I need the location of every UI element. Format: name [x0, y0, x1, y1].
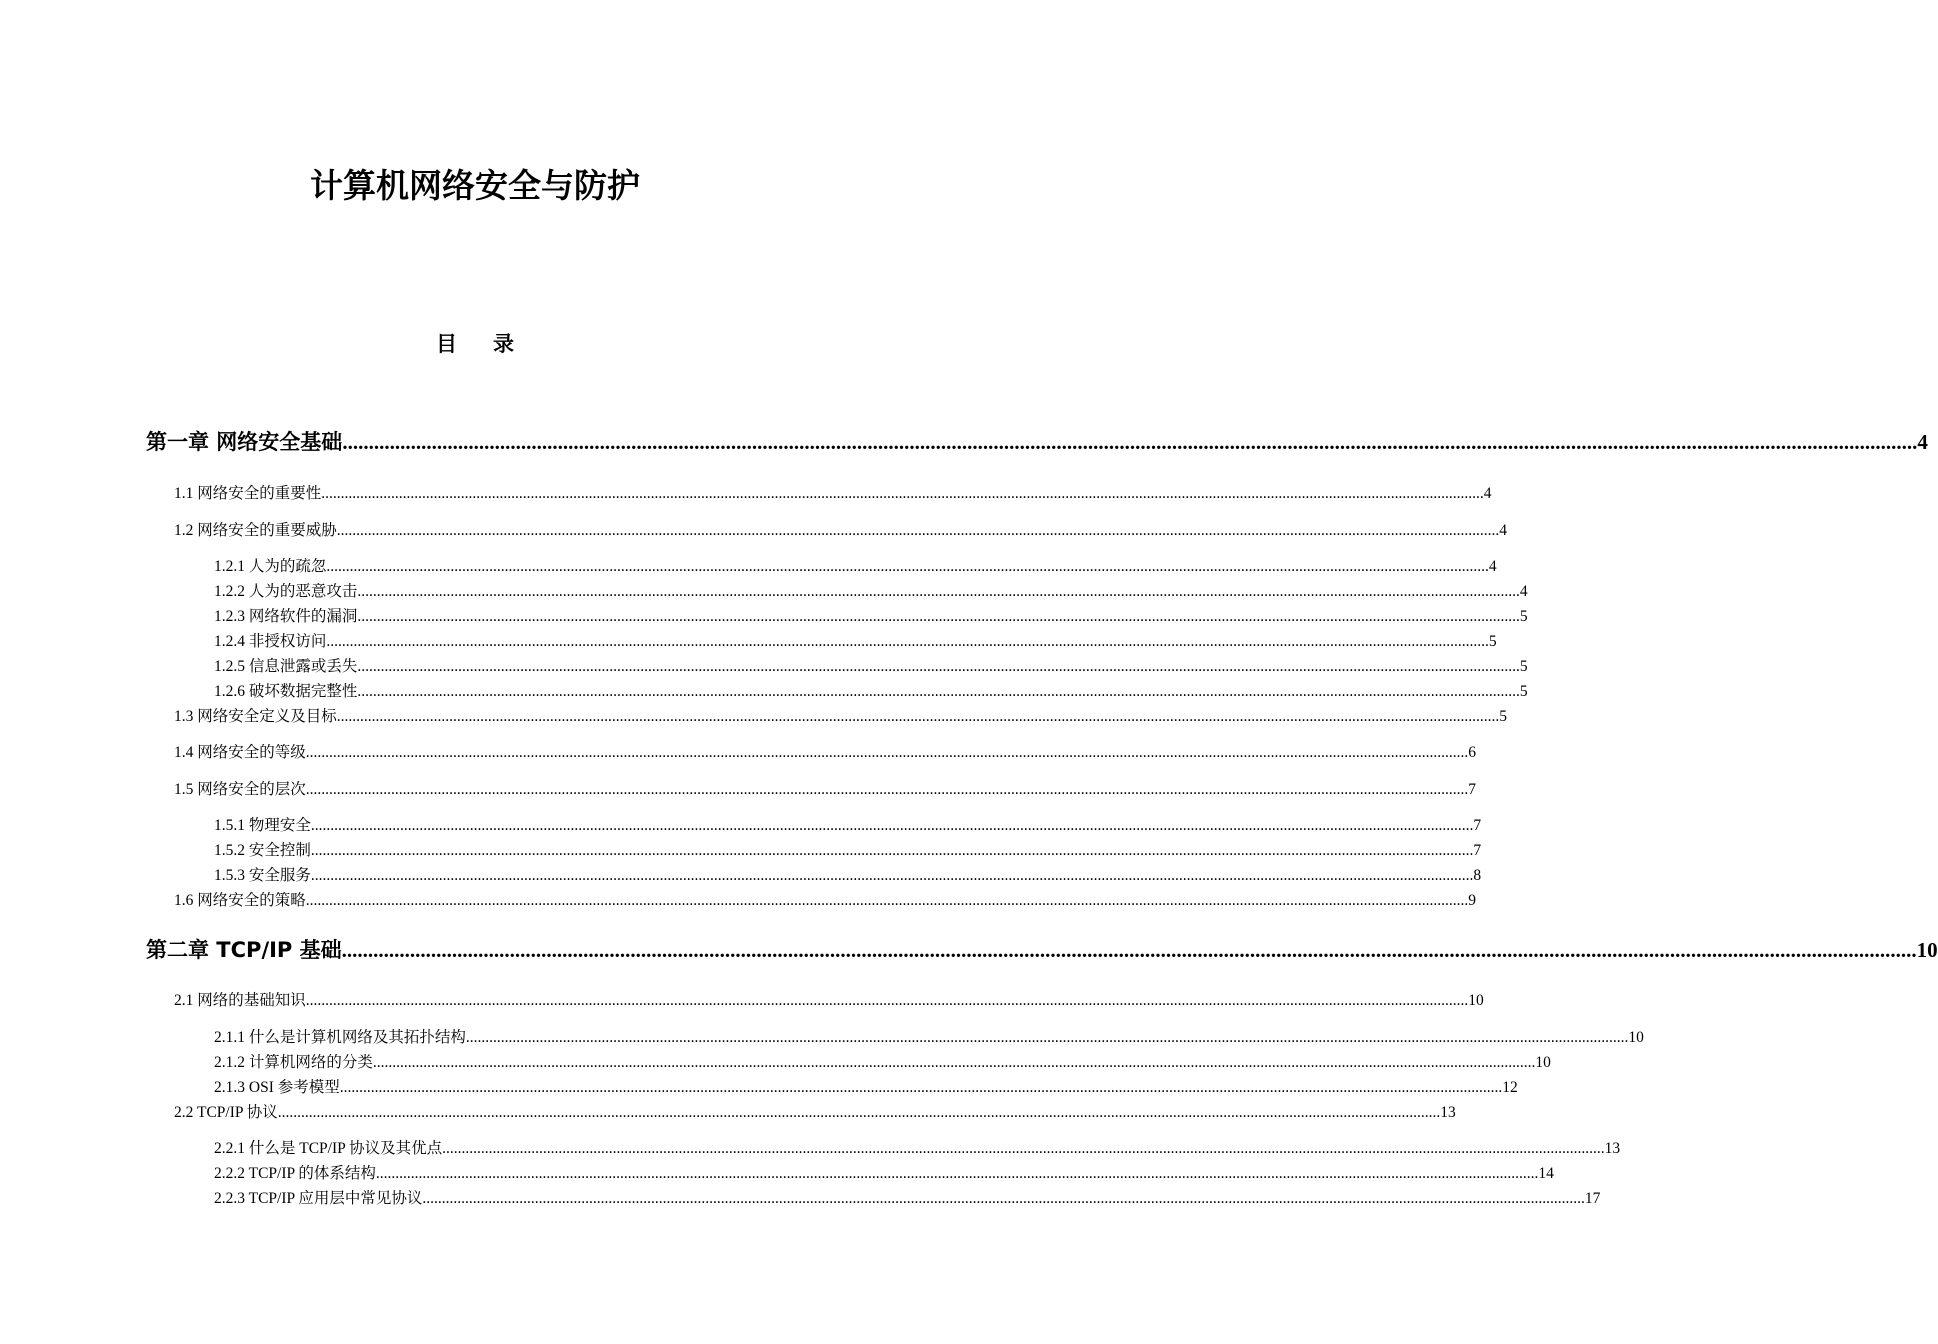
- toc-entry[interactable]: 1.2.1 人为的疏忽 ............................................................................................................................................................................................................................................................................................................ 4: [214, 558, 1497, 575]
- toc-entry[interactable]: 第一章 网络安全基础 ............................................................................................................................................................................................................................................................................................................ 4: [146, 430, 1928, 454]
- toc-entry[interactable]: 1.2.4 非授权访问 ............................................................................................................................................................................................................................................................................................................ 5: [214, 633, 1497, 650]
- toc-entry[interactable]: 2.2.2 TCP/IP 的体系结构 ............................................................................................................................................................................................................................................................................................................ 14: [214, 1165, 1554, 1182]
- toc-heading-left: 目: [436, 332, 457, 356]
- toc-entry[interactable]: 2.2 TCP/IP 协议 ............................................................................................................................................................................................................................................................................................................ 13: [174, 1104, 1456, 1121]
- toc-entry[interactable]: 2.1.3 OSI 参考模型 ............................................................................................................................................................................................................................................................................................................ 12: [214, 1079, 1518, 1096]
- toc-entry[interactable]: 2.2.1 什么是 TCP/IP 协议及其优点 ............................................................................................................................................................................................................................................................................................................ 13: [214, 1140, 1621, 1157]
- toc-entry[interactable]: 1.5.3 安全服务 ............................................................................................................................................................................................................................................................................................................ 8: [214, 867, 1482, 884]
- toc-entry[interactable]: 1.2.6 破坏数据完整性 ............................................................................................................................................................................................................................................................................................................ 5: [214, 683, 1528, 700]
- toc-entry[interactable]: 1.5.2 安全控制 ............................................................................................................................................................................................................................................................................................................ 7: [214, 842, 1482, 859]
- toc-entry[interactable]: 1.3 网络安全定义及目标 ............................................................................................................................................................................................................................................................................................................ 5: [174, 708, 1508, 725]
- toc-heading-right: 录: [493, 332, 514, 356]
- toc-entry[interactable]: 1.2.2 人为的恶意攻击 ............................................................................................................................................................................................................................................................................................................ 4: [214, 583, 1528, 600]
- toc-entry[interactable]: 2.2.3 TCP/IP 应用层中常见协议 ............................................................................................................................................................................................................................................................................................................ 17: [214, 1190, 1601, 1207]
- toc-entry[interactable]: 1.5.1 物理安全 ............................................................................................................................................................................................................................................................................................................ 7: [214, 817, 1482, 834]
- toc-entry[interactable]: 1.5 网络安全的层次 ............................................................................................................................................................................................................................................................................................................ 7: [174, 781, 1477, 798]
- toc-heading: [0, 330, 950, 358]
- document-title: 计算机网络安全与防护: [310, 166, 640, 205]
- toc-entry[interactable]: 1.2.5 信息泄露或丢失 ............................................................................................................................................................................................................................................................................................................ 5: [214, 658, 1528, 675]
- toc-entry[interactable]: 2.1.2 计算机网络的分类 ............................................................................................................................................................................................................................................................................................................ 10: [214, 1054, 1551, 1071]
- toc-entry[interactable]: 1.6 网络安全的策略 ............................................................................................................................................................................................................................................................................................................ 9: [174, 892, 1477, 909]
- toc-entry[interactable]: 1.1 网络安全的重要性 ............................................................................................................................................................................................................................................................................................................ 4: [174, 485, 1492, 502]
- toc-entry[interactable]: 1.2.3 网络软件的漏洞 ............................................................................................................................................................................................................................................................................................................ 5: [214, 608, 1528, 625]
- toc-entry[interactable]: 1.2 网络安全的重要威胁 ............................................................................................................................................................................................................................................................................................................ 4: [174, 522, 1508, 539]
- toc-entry[interactable]: 第二章 TCP/IP 基础 ............................................................................................................................................................................................................................................................................................................ 10: [146, 938, 1938, 962]
- toc-entry[interactable]: 2.1.1 什么是计算机网络及其拓扑结构 ............................................................................................................................................................................................................................................................................................................ 10: [214, 1029, 1644, 1046]
- toc-entry[interactable]: 2.1 网络的基础知识 ............................................................................................................................................................................................................................................................................................................ 10: [174, 992, 1484, 1009]
- toc-entry[interactable]: 1.4 网络安全的等级 ............................................................................................................................................................................................................................................................................................................ 6: [174, 744, 1477, 761]
